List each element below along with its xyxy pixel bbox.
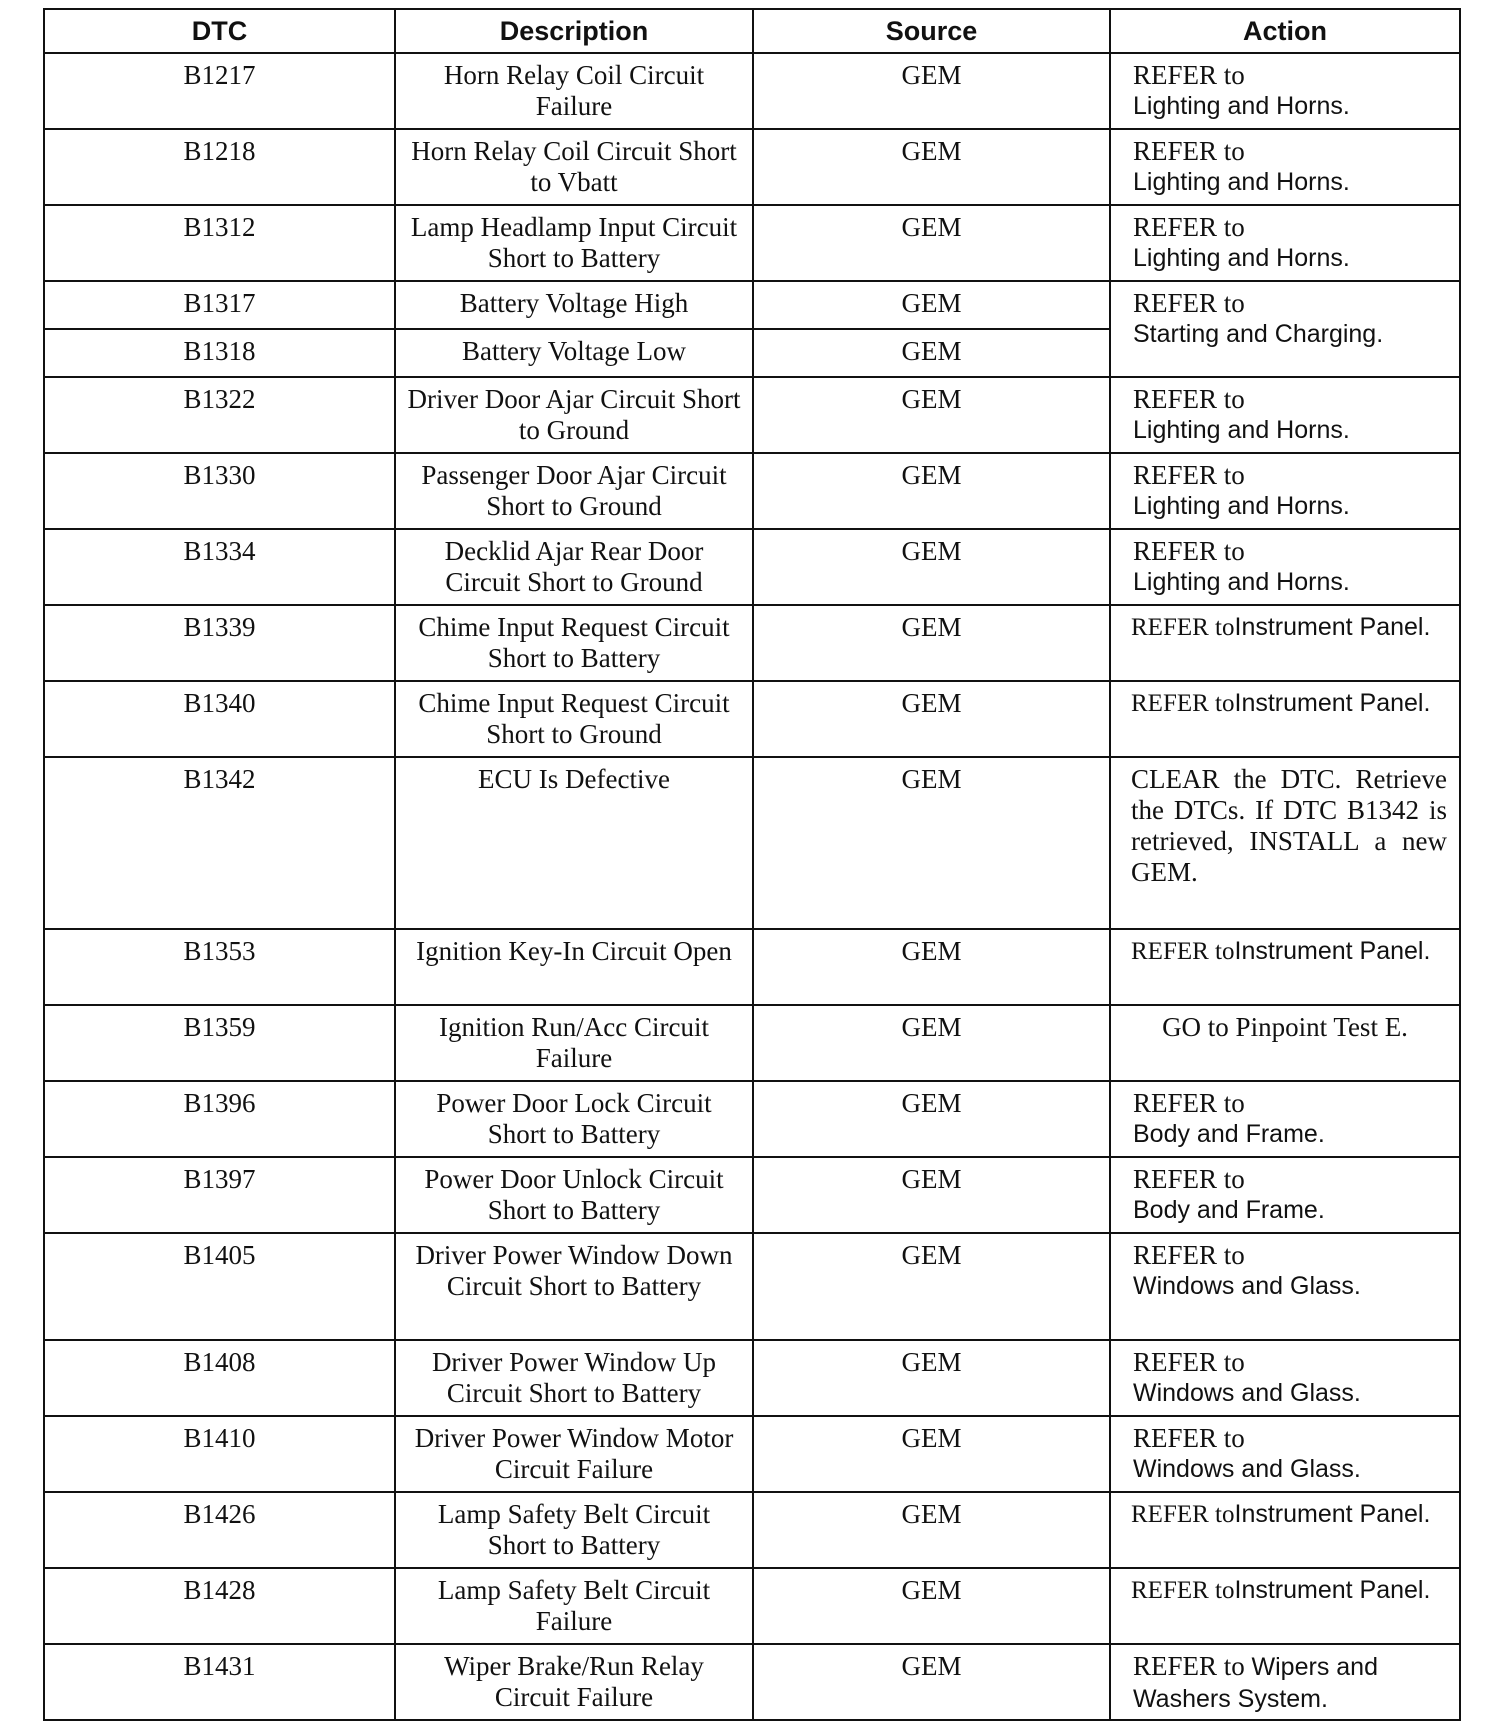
dtc-source: GEM — [753, 53, 1110, 129]
dtc-description: Lamp Safety Belt Circuit Failure — [395, 1568, 753, 1644]
action-refer-link[interactable]: Lighting and Horns. — [1133, 244, 1350, 272]
table-row — [44, 681, 1460, 757]
action-refer-text: REFER to — [1133, 1347, 1245, 1377]
table-row — [44, 129, 1460, 205]
action-refer-link[interactable]: Lighting and Horns. — [1133, 492, 1350, 520]
header-dtc: DTC — [44, 9, 395, 53]
dtc-description: Horn Relay Coil Circuit Failure — [395, 53, 753, 129]
table-row — [44, 1081, 1460, 1157]
action-refer-text: REFER to — [1133, 1164, 1245, 1194]
table-header-row — [44, 9, 1460, 53]
table-row — [44, 529, 1460, 605]
dtc-action-text: CLEAR the DTC. Retrieve the DTCs. If DTC B1342 is retrieved, INSTALL a new GEM. — [1110, 757, 1460, 929]
dtc-description: Driver Power Window Down Circuit Short to Battery — [395, 1233, 753, 1340]
dtc-action — [1110, 1416, 1460, 1492]
action-refer-link[interactable]: Instrument Panel. — [1234, 613, 1431, 641]
action-refer-link[interactable]: Windows and Glass. — [1133, 1455, 1361, 1483]
dtc-description: Lamp Safety Belt Circuit Short to Battery — [395, 1492, 753, 1568]
dtc-code: B1408 — [44, 1340, 395, 1416]
dtc-description: Wiper Brake/Run Relay Circuit Failure — [395, 1644, 753, 1720]
dtc-code: B1322 — [44, 377, 395, 453]
dtc-action — [1110, 281, 1460, 377]
dtc-action — [1110, 1340, 1460, 1416]
table-row — [44, 1568, 1460, 1644]
dtc-description: Power Door Lock Circuit Short to Battery — [395, 1081, 753, 1157]
action-refer-text: REFER to — [1131, 690, 1235, 717]
table-row — [44, 929, 1460, 1005]
dtc-action — [1110, 1157, 1460, 1233]
dtc-action — [1110, 1568, 1460, 1644]
dtc-code: B1397 — [44, 1157, 395, 1233]
dtc-code: B1218 — [44, 129, 395, 205]
action-refer-link[interactable]: Wipers and Washers System. — [1133, 1653, 1378, 1713]
dtc-description: Lamp Headlamp Input Circuit Short to Battery — [395, 205, 753, 281]
action-refer-text: REFER to — [1133, 60, 1245, 90]
dtc-table — [43, 8, 1461, 1721]
action-refer-text: REFER to — [1133, 1651, 1245, 1681]
action-refer-text: REFER to — [1131, 1501, 1235, 1528]
dtc-source: GEM — [753, 1340, 1110, 1416]
dtc-source: GEM — [753, 757, 1110, 929]
action-refer-text: REFER to — [1133, 288, 1245, 318]
dtc-code: B1431 — [44, 1644, 395, 1720]
table-row — [44, 1492, 1460, 1568]
table-row — [44, 1416, 1460, 1492]
dtc-code: B1334 — [44, 529, 395, 605]
action-refer-link[interactable]: Lighting and Horns. — [1133, 568, 1350, 596]
table-row — [44, 1340, 1460, 1416]
dtc-description: Chime Input Request Circuit Short to Ground — [395, 681, 753, 757]
dtc-code: B1405 — [44, 1233, 395, 1340]
dtc-code: B1330 — [44, 453, 395, 529]
action-refer-text: REFER to — [1131, 938, 1235, 965]
dtc-action — [1110, 529, 1460, 605]
dtc-code: B1339 — [44, 605, 395, 681]
dtc-code: B1426 — [44, 1492, 395, 1568]
action-refer-text: REFER to — [1131, 614, 1235, 641]
table-row — [44, 1233, 1460, 1340]
table-row — [44, 757, 1460, 929]
header-action: Action — [1110, 9, 1460, 53]
table-row — [44, 281, 1460, 329]
action-refer-link[interactable]: Windows and Glass. — [1133, 1379, 1361, 1407]
dtc-source: GEM — [753, 1233, 1110, 1340]
table-row — [44, 605, 1460, 681]
action-refer-link[interactable]: Lighting and Horns. — [1133, 92, 1350, 120]
dtc-source: GEM — [753, 329, 1110, 377]
dtc-action — [1110, 53, 1460, 129]
dtc-description: Chime Input Request Circuit Short to Battery — [395, 605, 753, 681]
action-refer-link[interactable]: Windows and Glass. — [1133, 1272, 1361, 1300]
table-row — [44, 53, 1460, 129]
dtc-code: B1353 — [44, 929, 395, 1005]
dtc-action — [1110, 1081, 1460, 1157]
action-refer-link[interactable]: Instrument Panel. — [1234, 1500, 1431, 1528]
action-refer-text: REFER to — [1133, 1423, 1245, 1453]
action-refer-text: REFER to — [1133, 1088, 1245, 1118]
dtc-code: B1396 — [44, 1081, 395, 1157]
dtc-description: Driver Door Ajar Circuit Short to Ground — [395, 377, 753, 453]
action-refer-text: REFER to — [1133, 1240, 1245, 1270]
dtc-action — [1110, 453, 1460, 529]
dtc-code: B1312 — [44, 205, 395, 281]
dtc-code: B1340 — [44, 681, 395, 757]
table-row — [44, 1644, 1460, 1720]
dtc-description: Horn Relay Coil Circuit Short to Vbatt — [395, 129, 753, 205]
table-row — [44, 377, 1460, 453]
dtc-code: B1317 — [44, 281, 395, 329]
dtc-source: GEM — [753, 605, 1110, 681]
dtc-action — [1110, 681, 1460, 757]
dtc-description: Power Door Unlock Circuit Short to Battery — [395, 1157, 753, 1233]
dtc-description: ECU Is Defective — [395, 757, 753, 929]
action-refer-link[interactable]: Body and Frame. — [1133, 1120, 1325, 1148]
dtc-source: GEM — [753, 281, 1110, 329]
dtc-action — [1110, 605, 1460, 681]
action-refer-link[interactable]: Lighting and Horns. — [1133, 416, 1350, 444]
header-description: Description — [395, 9, 753, 53]
dtc-source: GEM — [753, 1644, 1110, 1720]
dtc-description: Ignition Run/Acc Circuit Failure — [395, 1005, 753, 1081]
dtc-description: Passenger Door Ajar Circuit Short to Ground — [395, 453, 753, 529]
dtc-source: GEM — [753, 1157, 1110, 1233]
dtc-description: Driver Power Window Motor Circuit Failure — [395, 1416, 753, 1492]
dtc-description: Decklid Ajar Rear Door Circuit Short to Ground — [395, 529, 753, 605]
dtc-description: Ignition Key-In Circuit Open — [395, 929, 753, 1005]
table-row — [44, 205, 1460, 281]
dtc-source: GEM — [753, 1081, 1110, 1157]
dtc-description: Driver Power Window Up Circuit Short to Battery — [395, 1340, 753, 1416]
dtc-source: GEM — [753, 129, 1110, 205]
action-refer-text: REFER to — [1131, 1577, 1235, 1604]
dtc-action — [1110, 377, 1460, 453]
dtc-description: Battery Voltage Low — [395, 329, 753, 377]
dtc-code: B1217 — [44, 53, 395, 129]
action-refer-text: REFER to — [1133, 384, 1245, 414]
dtc-source: GEM — [753, 453, 1110, 529]
dtc-action — [1110, 1492, 1460, 1568]
action-refer-link[interactable]: Instrument Panel. — [1234, 1576, 1431, 1604]
dtc-action — [1110, 1233, 1460, 1340]
table-row — [44, 453, 1460, 529]
action-refer-link[interactable]: Starting and Charging. — [1133, 320, 1384, 348]
dtc-source: GEM — [753, 205, 1110, 281]
action-refer-link[interactable]: Lighting and Horns. — [1133, 168, 1350, 196]
action-refer-text: REFER to — [1133, 136, 1245, 166]
action-refer-text: REFER to — [1133, 460, 1245, 490]
action-refer-link[interactable]: Instrument Panel. — [1234, 689, 1431, 717]
dtc-source: GEM — [753, 681, 1110, 757]
dtc-source: GEM — [753, 1416, 1110, 1492]
dtc-source: GEM — [753, 1492, 1110, 1568]
action-refer-text: REFER to — [1133, 536, 1245, 566]
dtc-source: GEM — [753, 377, 1110, 453]
dtc-description: Battery Voltage High — [395, 281, 753, 329]
dtc-code: B1428 — [44, 1568, 395, 1644]
dtc-code: B1410 — [44, 1416, 395, 1492]
action-refer-link[interactable]: Body and Frame. — [1133, 1196, 1325, 1224]
dtc-source: GEM — [753, 1005, 1110, 1081]
dtc-action-text[interactable]: GO to Pinpoint Test E. — [1110, 1005, 1460, 1081]
dtc-source: GEM — [753, 529, 1110, 605]
dtc-code: B1318 — [44, 329, 395, 377]
action-refer-link[interactable]: Instrument Panel. — [1234, 937, 1431, 965]
dtc-code: B1359 — [44, 1005, 395, 1081]
table-row — [44, 1157, 1460, 1233]
action-refer-text: REFER to — [1133, 212, 1245, 242]
dtc-source: GEM — [753, 929, 1110, 1005]
header-source: Source — [753, 9, 1110, 53]
dtc-action — [1110, 129, 1460, 205]
dtc-source: GEM — [753, 1568, 1110, 1644]
dtc-action — [1110, 929, 1460, 1005]
table-row — [44, 1005, 1460, 1081]
dtc-action — [1110, 1644, 1460, 1720]
dtc-action — [1110, 205, 1460, 281]
dtc-code: B1342 — [44, 757, 395, 929]
